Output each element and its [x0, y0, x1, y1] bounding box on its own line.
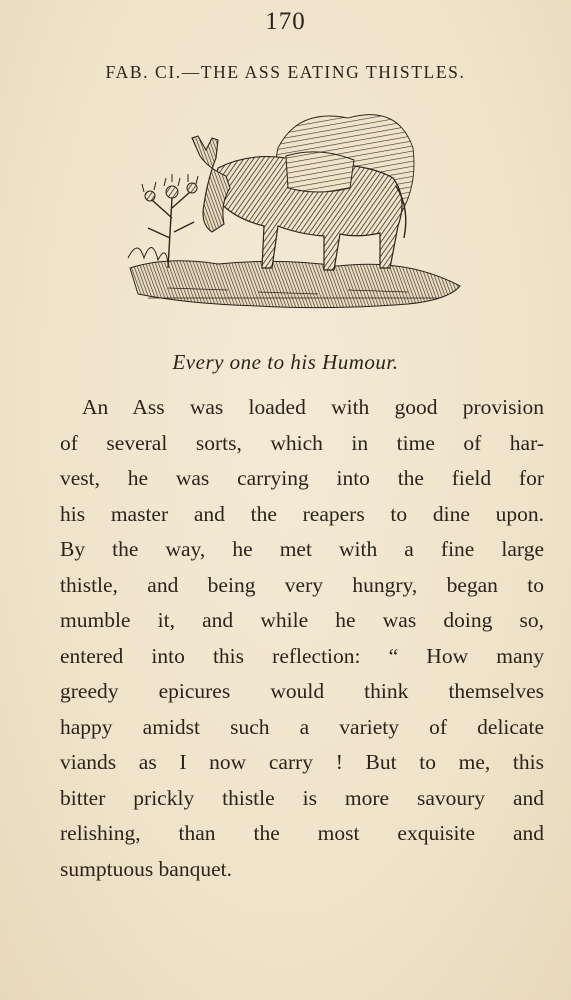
text-line: of several sorts, which in time of har-	[60, 430, 544, 455]
fable-title: FAB. CI.—THE ASS EATING THISTLES.	[105, 62, 466, 82]
text-line: mumble it, and while he was doing so,	[60, 608, 544, 632]
woodcut-illustration	[108, 108, 468, 318]
text-line: relishing, than the most exquisite and	[60, 821, 544, 845]
text-line: vest, he was carrying into the field for	[60, 466, 544, 490]
fable-moral: Every one to his Humour.	[172, 350, 399, 374]
thistle-plant	[128, 174, 198, 268]
fable-body	[60, 390, 544, 887]
text-line: his master and the reapers to dine upon.	[60, 501, 544, 526]
text-line: By the way, he met with a fine large	[60, 537, 544, 561]
text-line: happy amidst such a variety of delicate	[60, 714, 544, 739]
text-line: thistle, and being very hungry, began to	[60, 572, 544, 597]
page-number: 170	[265, 8, 306, 35]
text-line: bitter prickly thistle is more savoury and	[60, 785, 544, 810]
text-line: entered into this reflection: “ How many	[60, 643, 544, 668]
text-line: viands as I now carry ! But to me, this	[60, 750, 544, 774]
text-line: An Ass was loaded with good provision	[82, 395, 544, 419]
ground	[130, 261, 460, 308]
text-line: greedy epicures would think themselves	[60, 679, 544, 703]
text-line: sumptuous banquet.	[60, 856, 232, 881]
